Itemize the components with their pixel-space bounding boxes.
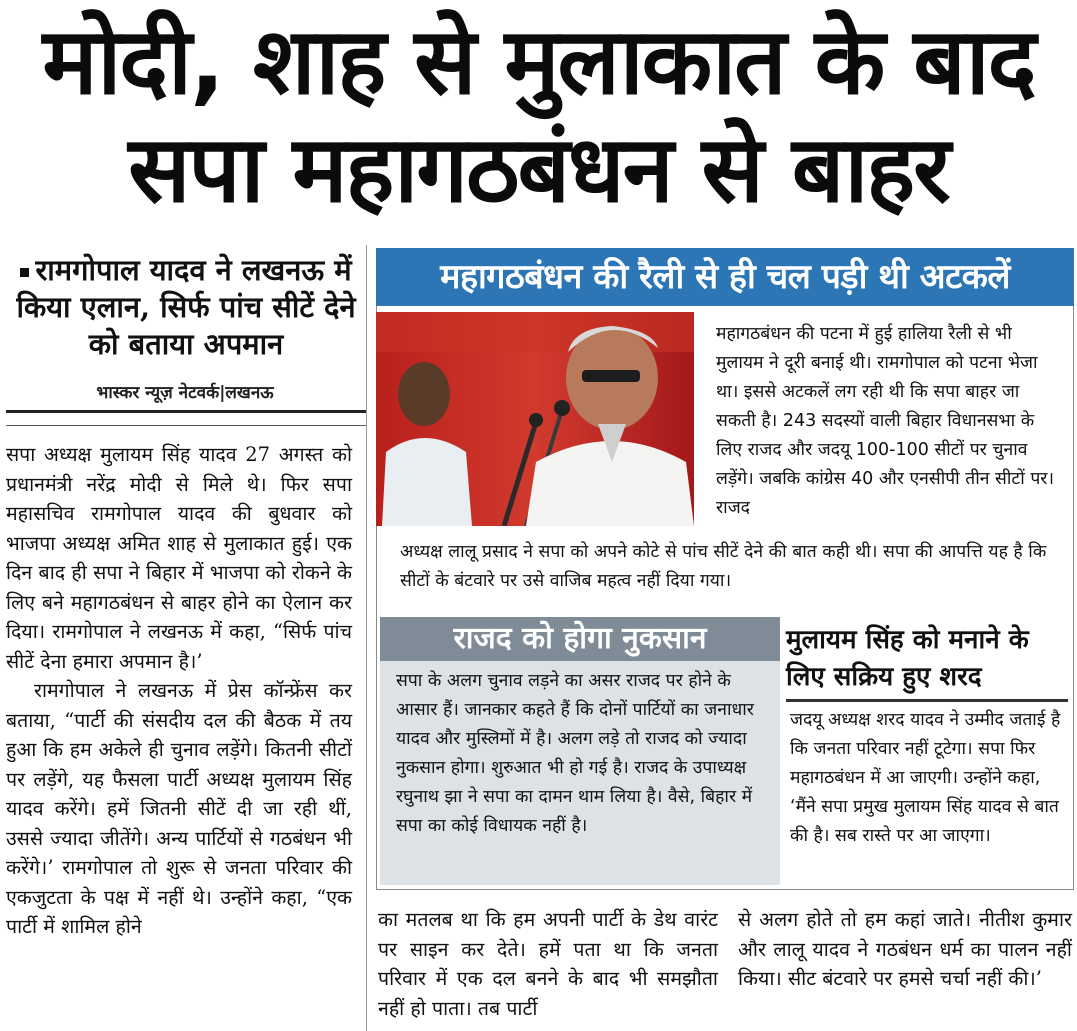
headline-line-2: सपा महागठबंधन से बाहर: [128, 116, 949, 223]
main-story-column-3: से अलग होते तो हम कहां जाते। नीतीश कुमार और लालू यादव ने गठबंधन धर्म का पालन नहीं किया। सीट बंटवारे पर हमसे चर्चा नहीं की।’: [738, 908, 1072, 990]
divider: [786, 699, 1068, 702]
main-story-column-2: का मतलब था कि हम अपनी पार्टी के डेथ वारंट पर साइन कर देते। हमें पता था कि जनता परिवार में एक दल बनने के बाद भी समझौता नहीं हो पाता। तब पार्टी: [378, 908, 718, 1020]
deck: [8, 252, 364, 363]
main-story-para-2: रामगोपाल ने लखनऊ में प्रेस कॉन्फ्रेंस कर बताया, “पार्टी की संसदीय दल की बैठक में तय हुआ कि हम अकेले ही चुनाव लड़ेंगे। कितनी सीटों पर लड़ेंगे, यह फैसला पार्टी अध्यक्ष मुलायम सिंह यादव करेंगे। हमें जितनी सीटें दी जा रही थीं, उससे ज्यादा जीतेंगे। अन्य पार्टियों से गठबंधन भी करेंगे।’ रामगोपाल तो शुरू से जनता परिवार की एकजुटता के पक्ष में नहीं थे। उन्होंने कहा, “एक पार्टी में शामिल होने: [6, 679, 352, 938]
sharad-box-body: जदयू अध्यक्ष शरद यादव ने उम्मीद जताई है कि जनता परिवार नहीं टूटेगा। सपा फिर महागठबंधन में आ जाएगी। उन्होंने कहा, ‘मैंने सपा प्रमुख मुलायम सिंह यादव से बात की है। सब रास्ते पर आ जाएगा।: [790, 710, 1061, 846]
main-story-para-1: सपा अध्यक्ष मुलायम सिंह यादव 27 अगस्त को प्रधानमंत्री नरेंद्र मोदी से मिले थे। फिर सपा महासचिव रामगोपाल यादव की बुधवार को भाजपा अध्यक्ष अमित शाह से मुलाकात हुई। एक दिन बाद ही सपा ने बिहार में भाजपा को रोकने के लिए बने महागठबंधन से बाहर होने का ऐलान कर दिया। रामगोपाल ने लखनऊ में कहा, “सिर्फ पांच सीटें देना हमारा अपमान है।’: [6, 443, 352, 673]
divider: [6, 410, 366, 413]
sidebar-banner: महागठबंधन की रैली से ही चल पड़ी थी अटकलें: [376, 248, 1074, 306]
byline: भास्कर न्यूज़ नेटवर्क|लखनऊ: [96, 383, 274, 403]
column-rule: [366, 245, 367, 1031]
news-photo: [376, 312, 694, 526]
rjd-box-title: राजद को होगा नुकसान: [380, 617, 780, 661]
rjd-box-body: सपा के अलग चुनाव लड़ने का असर राजद पर होने के आसार हैं। जानकार कहते हैं कि दोनों पार्टियों का जनाधार यादव और मुस्लिमों में है। अलग लड़े तो राजद को ज्यादा नुकसान होगा। शुरुआत भी हो गई है। राजद के उपाध्यक्ष रघुनाथ झा ने सपा का दामन थाम लिया है। वैसे, बिहार में सपा का कोई विधायक नहीं है।: [396, 671, 754, 836]
sidebar-text-full: अध्यक्ष लालू प्रसाद ने सपा को अपने कोटे से पांच सीटें देने की बात कही थी। सपा की आपत्ति यह है कि सीटों के बंटवारे पर उसे वाजिब महत्व नहीं दिया गया।: [400, 542, 1047, 591]
headline-line-1: मोदी, शाह से मुलाकात के बाद: [42, 8, 1035, 115]
headline: [0, 8, 1077, 224]
photo-illustration: [376, 312, 694, 526]
sharad-box-title: मुलायम सिंह को मनाने के लिए सक्रिय हुए शरद: [786, 625, 1029, 692]
divider: [6, 425, 366, 426]
sidebar-text-right: महागठबंधन की पटना में हुई हालिया रैली से भी मुलायम ने दूरी बनाई थी। रामगोपाल को पटना भेजा था। इससे अटकलें लग रही थी कि सपा बाहर जा सकती है। 243 सदस्यों वाली बिहार विधानसभा के लिए राजद और जदयू 100-100 सीटों पर चुनाव लड़ेंगे। जबकि कांग्रेस 40 और एनसीपी तीन सीटों पर। राजद: [716, 324, 1055, 518]
deck-text: रामगोपाल यादव ने लखनऊ में किया एलान, सिर्फ पांच सीटें देने को बताया अपमान: [16, 253, 356, 361]
bullet-icon: [20, 268, 29, 277]
main-story-column-1: [6, 440, 352, 942]
